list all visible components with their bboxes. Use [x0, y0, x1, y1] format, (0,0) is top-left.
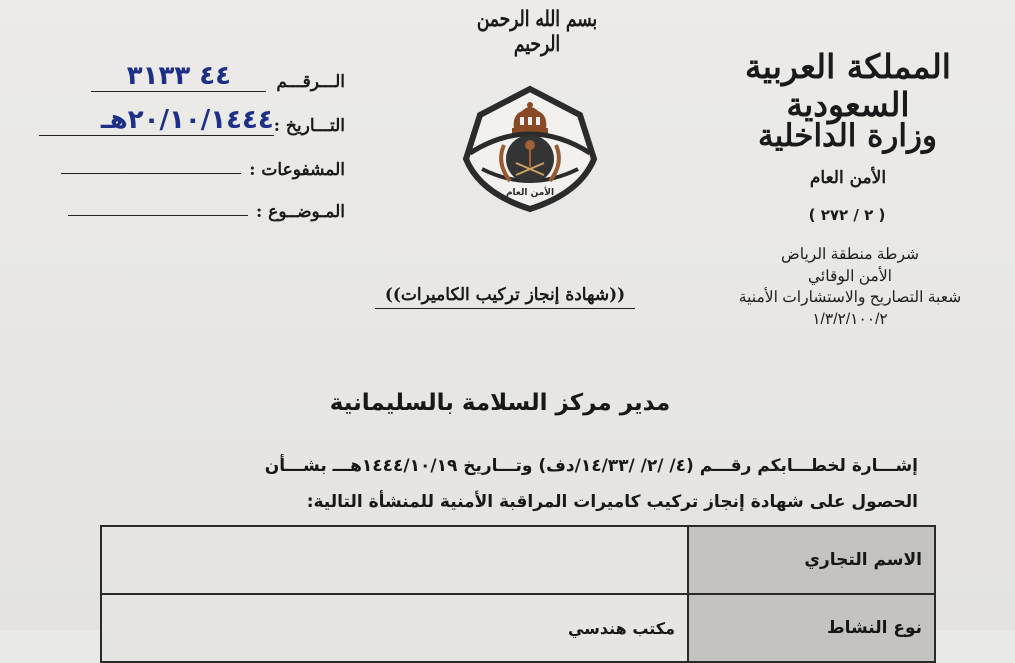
kingdom-name: المملكة العربية السعودية [745, 47, 951, 124]
department-line: الأمن الوقائي [808, 267, 892, 285]
date-value: ٢٠/١٠/١٤٤٤هـ [39, 107, 274, 136]
table-row [101, 526, 935, 594]
number-field [5, 62, 345, 92]
attachments-value [61, 173, 241, 174]
department-line: شعبة التصاريح والاستشارات الأمنية [738, 289, 962, 306]
table-row [101, 594, 935, 662]
form-number: ( ٢ / ٢٧٢ ) [808, 206, 886, 224]
emblem-caption: الأمن العام [505, 188, 555, 198]
basmala: بسم الله الرحمن الرحيم [476, 7, 598, 57]
facility-table [100, 525, 936, 663]
public-security-emblem-icon [460, 85, 600, 213]
subject-label: المـوضــوع : [255, 202, 345, 222]
date-label: التـــاريخ : [273, 116, 345, 136]
body-line-1: إشـــارة لخطـــابكم رقـــم (٤/ /٢/ /١٤/٣٣/دف) وتـــاريخ ١٤٤٤/١٠/١٩هـــ بشـــأن [264, 456, 918, 476]
subject-value [68, 215, 248, 216]
subject-field [5, 192, 345, 222]
ministry-name: وزارة الداخلية [758, 118, 937, 154]
meta-fields [5, 62, 345, 232]
general-security-label: الأمن العام [809, 168, 887, 188]
reference-code: ١/٣/٢/١٠٠/٢ [812, 310, 888, 328]
addressee: مدير مركز السلامة بالسليمانية [329, 390, 671, 416]
number-value: ٤٤ ٣١٣٣ [91, 63, 266, 92]
activity-type-value: مكتب هندسي [101, 594, 688, 662]
body-line-2: الحصول على شهادة إنجاز تركيب كاميرات المراقبة الأمنية للمنشأة التالية: [306, 492, 918, 512]
trade-name-label: الاسم التجاري [688, 526, 935, 594]
date-field [5, 106, 345, 136]
department-line: شرطة منطقة الرياض [780, 246, 919, 263]
attachments-field [5, 150, 345, 180]
attachments-label: المشفوعات : [249, 160, 345, 180]
activity-type-label: نوع النشاط [688, 594, 935, 662]
certificate-title: ((شهادة إنجاز تركيب الكاميرات)) [375, 285, 635, 309]
trade-name-value [101, 526, 688, 594]
department-block [715, 244, 985, 330]
number-label: الـــرقـــم [276, 72, 345, 92]
